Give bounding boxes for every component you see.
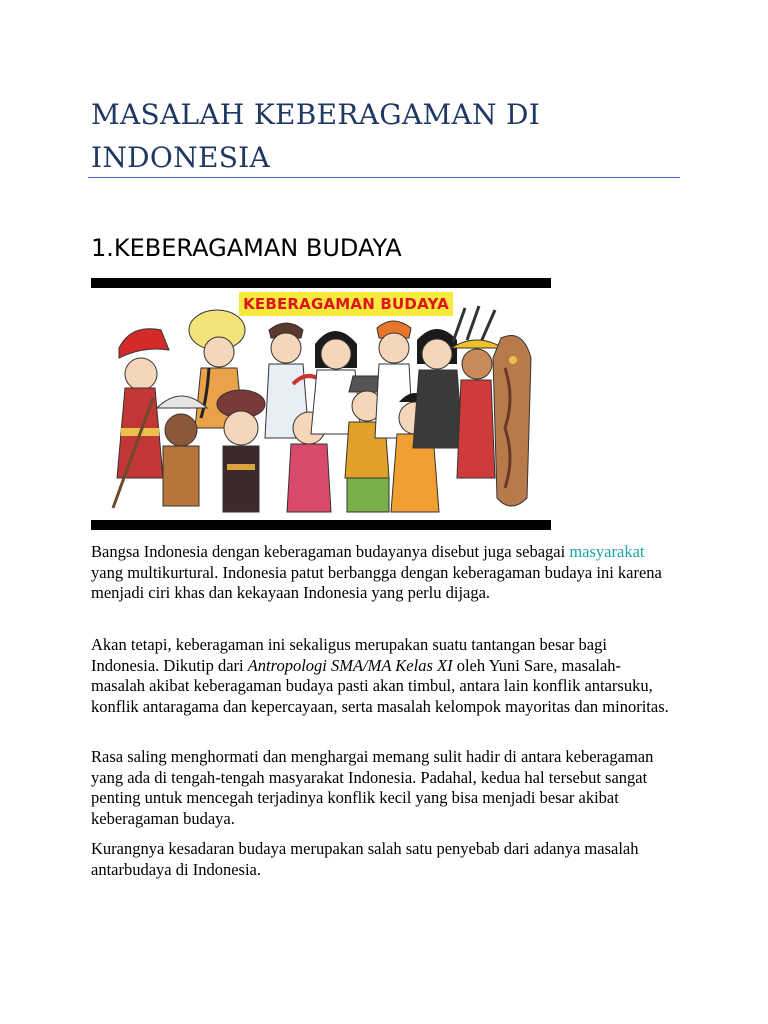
paragraph-3: Rasa saling menghormati dan menghargai memang sulit hadir di antara keberagaman yang ada di tengah-tengah masyarakat Indonesia. Padahal, kedua hal tersebut sangat penting untuk mencegah terjadinya konflik kecil yang bisa menjadi besar akibat keberagaman budaya. [91, 747, 654, 828]
tribal-shield [493, 336, 531, 507]
paragraph-1-text-b: yang multikurtural. Indonesia patut berbangga dengan keberagaman budaya ini karena menjadi ciri khas dan kekayaan Indonesia yang perlu dijaga. [91, 562, 662, 602]
figure-person-4 [217, 390, 265, 512]
image-top-bar [91, 278, 551, 288]
figure-person-1 [113, 329, 169, 508]
paragraph-2-text-b: oleh Yuni Sare, masalah-masalah akibat keberagaman budaya pasti akan timbul, antara lain konflik antarsuku, konflik antaragama dan kepercayaan, serta masalah kelompok mayoritas dan minoritas. [91, 655, 669, 716]
masyarakat-link[interactable]: masyarakat [569, 542, 645, 561]
paragraph-1 [91, 542, 671, 604]
cultural-diversity-illustration [91, 278, 551, 530]
image-banner: KEBERAGAMAN BUDAYA [239, 292, 453, 316]
book-title: Antropologi SMA/MA Kelas XI [247, 655, 453, 675]
image-bottom-bar [91, 520, 551, 530]
paragraph-4: Kurangnya kesadaran budaya merupakan salah satu penyebab dari adanya masalah antarbudaya di Indonesia. [91, 839, 639, 879]
section-heading: 1.KEBERAGAMAN BUDAYA [91, 234, 402, 262]
title-underline [88, 177, 680, 178]
paragraph-1-text-a: Bangsa Indonesia dengan keberagaman budayanya disebut juga sebagai [91, 542, 570, 561]
people-in-traditional-costumes [91, 288, 551, 520]
page-title: MASALAH KEBERAGAMAN DI INDONESIA [91, 98, 541, 174]
paragraph-2 [91, 635, 671, 717]
paragraph-2-text-a: Akan tetapi, keberagaman ini sekaligus merupakan suatu tantangan besar bagi Indonesia. Dikutip dari [91, 635, 607, 675]
